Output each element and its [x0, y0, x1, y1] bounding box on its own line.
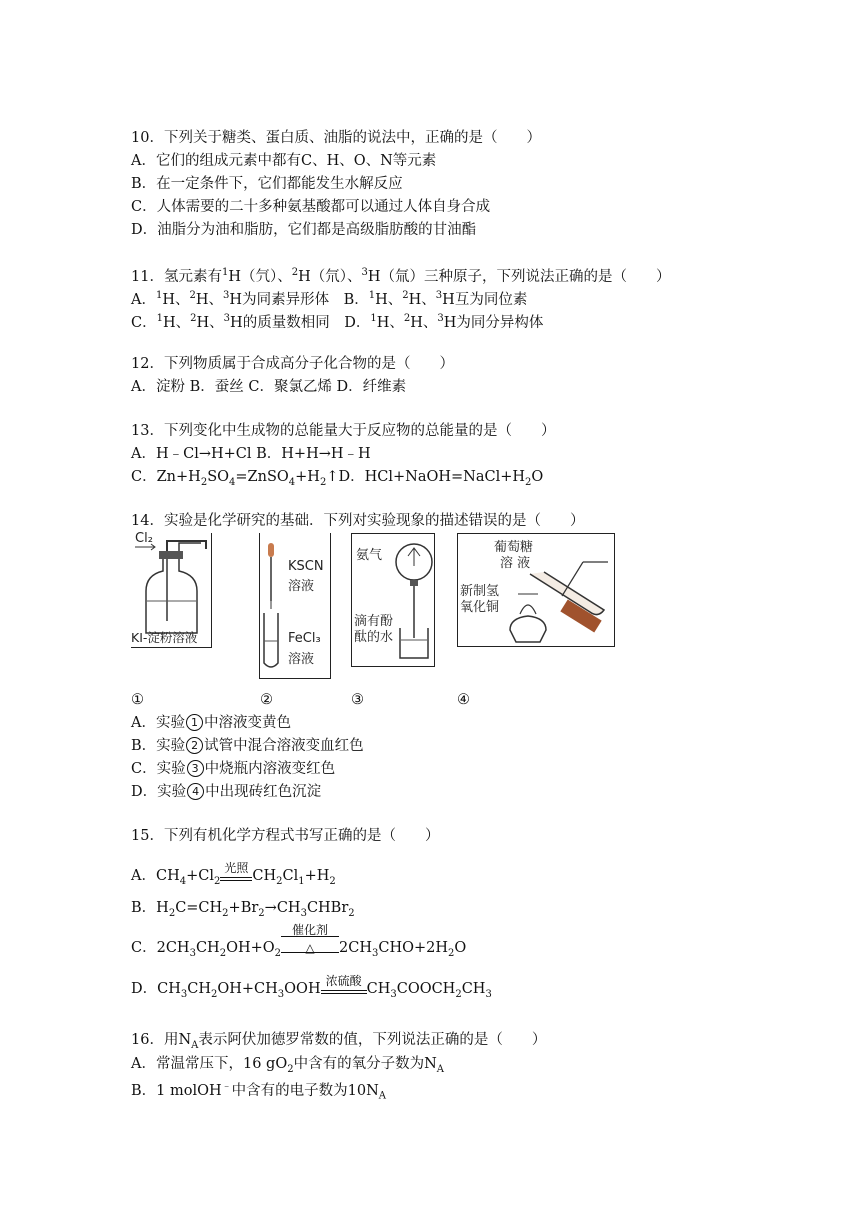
q12-stem: 12．下列物质属于合成高分子化合物的是（ ） — [131, 356, 454, 372]
fig3-ammonia-label: 氨气 — [356, 548, 383, 563]
circled-number: 1 — [186, 714, 203, 731]
q10-option-d: D．油脂分为油和脂肪，它们都是高级脂肪酸的甘油酯 — [131, 222, 477, 238]
q10-option-b: B．在一定条件下，它们都能发生水解反应 — [131, 176, 403, 192]
q14-option-b: B．实验 2 试管中混合溶液变血红色 — [131, 738, 364, 754]
fig-number-3: ③ — [351, 692, 364, 708]
q11-options-ab: A．$^1$H、$^2$H、$^3$H为同素异形体 B．$^1$H、$^2$H、$^3$H互为同位素 — [131, 290, 528, 308]
fig2-kscn-label-2: 溶液 — [288, 579, 315, 594]
fig-number-4: ④ — [457, 692, 470, 708]
fig4-glucose-label-2: 溶 液 — [500, 556, 531, 571]
q15-option-b: B．$H_2C=CH_2+Br_2\to CH_3CHBr_2$ — [131, 900, 355, 919]
circled-number: 3 — [187, 760, 204, 777]
q16-stem: 16．用$N_A$表示阿伏加德罗常数的值，下列说法正确的是（ ） — [131, 1032, 547, 1051]
fig2-fecl3-label: FeCl₃ — [288, 631, 321, 646]
q10-option-c: C．人体需要的二十多种氨基酸都可以通过人体自身合成 — [131, 199, 491, 215]
q11-options-cd: C．$^1$H、$^2$H、$^3$H的质量数相同 D．$^1$H、$^2$H、$^3$H为同分异构体 — [131, 313, 544, 331]
q11-stem: 11．氢元素有$^1$H（氕）、$^2$H（氘）、$^3$H（氚）三种原子，下列说法正确的是（ ） — [131, 267, 671, 285]
q14-option-a: A．实验 1 中溶液变黄色 — [131, 715, 291, 731]
q13-stem: 13．下列变化中生成物的总能量大于反应物的总能量的是（ ） — [131, 423, 556, 439]
fig4-glucose-label: 葡萄糖 — [494, 540, 534, 555]
fig1-solution-label: KI-淀粉溶液 — [131, 630, 198, 645]
q14-option-d: D．实验 4 中出现砖红色沉淀 — [131, 784, 322, 800]
q15-option-d: D．$CH_3CH_2OH+CH_3OOH$ 浓硫酸 $CH_3COOCH_2CH_3$ — [131, 979, 492, 1005]
figure-2-test-tube — [259, 533, 331, 679]
fig4-reagent-label: 新制氢 — [460, 584, 500, 599]
cond-heat: △ — [305, 941, 315, 955]
fig2-fecl3-label-2: 溶液 — [288, 652, 315, 667]
q15-option-c: C．$2CH_3CH_2OH+O_2$ 催化剂 △ $2CH_3CHO+2H_2O$ — [131, 938, 466, 964]
q14-stem: 14．实验是化学研究的基础．下列对实验现象的描述错误的是（ ） — [131, 513, 585, 529]
circled-number: 4 — [187, 783, 204, 800]
q15-stem: 15．下列有机化学方程式书写正确的是（ ） — [131, 828, 440, 844]
q16-option-b: B．1 molOH﹣中含有的电子数为$10N_A$ — [131, 1081, 387, 1102]
cond-light: 光照 — [224, 861, 249, 875]
fig2-kscn-label: KSCN — [288, 559, 324, 574]
fig-number-2: ② — [260, 692, 273, 708]
q14-option-c: C．实验 3 中烧瓶内溶液变红色 — [131, 761, 336, 777]
cond-sulfuric: 浓硫酸 — [325, 974, 362, 988]
fig1-gas-label: Cl₂ — [135, 531, 153, 546]
q13-options-cd: C．$Zn+H_2SO_4=ZnSO_4+H_2↑D$．$HCl+NaOH=NaCl+H_2O$ — [131, 469, 544, 488]
q15-option-a: A．$CH_4+Cl_2$ 光照 $CH_2Cl_1+H_2$ — [131, 866, 336, 892]
circled-number: 2 — [186, 737, 203, 754]
figure-3-fountain — [351, 533, 435, 667]
q12-options: A．淀粉 B．蚕丝 C．聚氯乙烯 D．纤维素 — [131, 379, 407, 395]
q13-options-ab: A．H﹣Cl→H+Cl B．H+H→H﹣H — [131, 446, 371, 462]
cond-catalyst: 催化剂 — [292, 923, 329, 937]
fig3-water-label-2: 酞的水 — [354, 630, 394, 645]
figure-4-heating — [457, 533, 615, 647]
q10-stem: 10．下列关于糖类、蛋白质、油脂的说法中，正确的是（ ） — [131, 130, 541, 146]
fig-number-1: ① — [131, 692, 144, 708]
figure-1-gas-bottle — [131, 533, 212, 648]
fig3-water-label: 滴有酚 — [354, 614, 394, 629]
fig4-reagent-label-2: 氧化铜 — [460, 600, 500, 615]
q16-option-a: A．常温常压下，16 $gO_2$中含有的氧分子数为$N_A$ — [131, 1056, 444, 1075]
q10-option-a: A．它们的组成元素中都有C、H、O、N等元素 — [131, 153, 437, 169]
